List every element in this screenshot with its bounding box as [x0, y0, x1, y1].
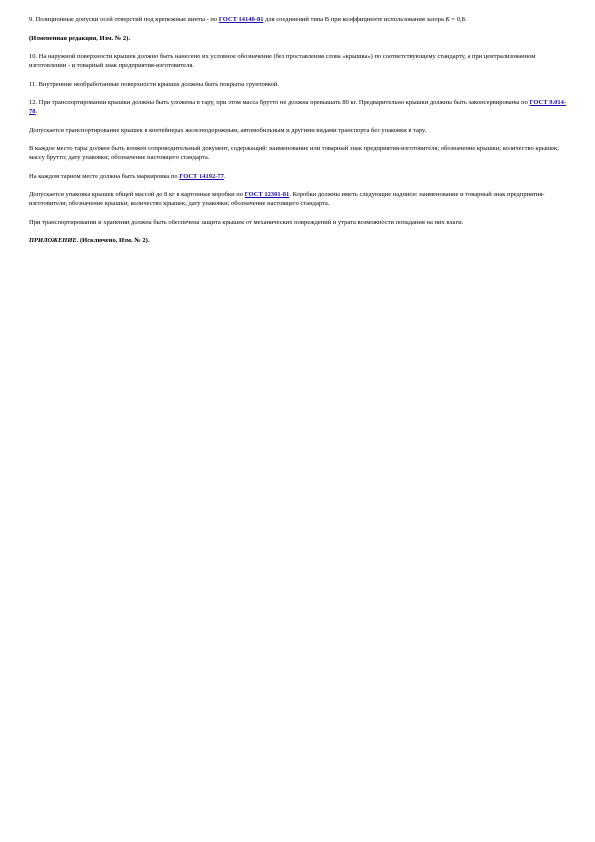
paragraph-text: Допускается упаковка крышек общей массой до 8 кг в картонные коробки по	[29, 191, 245, 198]
paragraph-text: ПРИЛОЖЕНИЕ	[29, 237, 77, 244]
paragraph-9	[29, 190, 566, 208]
paragraph-8	[29, 172, 566, 181]
paragraph-10	[29, 218, 566, 227]
paragraph-text: 11. Внутренние необработанные поверхности крышек должны быть покрыты грунтовкой.	[29, 80, 279, 88]
paragraph-5	[29, 98, 566, 116]
paragraph-3	[29, 52, 566, 70]
paragraph-6	[29, 126, 566, 135]
gost-link[interactable]: ГОСТ 9.014-78	[29, 99, 567, 115]
paragraph-text: = 0,8.	[449, 16, 467, 23]
paragraph-text: В каждое место тары должен быть вложен сопроводительный документ, содержащий: наименование или товарный знак предприятия-изготовителя; обозначение крышки; количество крышек; массу брутто; дату упаковки; обозначение настоящего стандарта.	[29, 145, 559, 161]
paragraph-text: К	[445, 16, 450, 23]
paragraph-text: . (Исключено, Изм. № 2).	[76, 237, 150, 244]
paragraph-text: .	[223, 172, 226, 180]
paragraph-2	[29, 34, 566, 43]
paragraph-text: При транспортировании и хранении должна быть обеспечена защита крышек от механических повреждений и утрата возможности попадания на них влаги.	[29, 218, 464, 226]
gost-link[interactable]: ГОСТ 14192-77	[179, 172, 224, 180]
gost-link[interactable]: ГОСТ 12301-81	[244, 191, 290, 198]
paragraph-11	[29, 236, 566, 245]
paragraph-text: для соединений типа В при коэффициенте использования зазора	[263, 16, 446, 23]
paragraph-text: 10. На наружной поверхности крышек должно быть нанесено их условное обозначение (без проставления слова «крышка») по соответствующему стандарту, а при централизованном изготовлении - и товарный знак предприятия-изготовителя.	[29, 53, 536, 69]
gost-link[interactable]: ГОСТ 14140-81	[218, 16, 264, 23]
paragraph-4	[29, 80, 566, 89]
paragraph-text: .	[35, 108, 38, 115]
document-body	[29, 15, 566, 245]
paragraph-1	[29, 15, 566, 24]
paragraph-text: . Коробки должны иметь следующие надписи: наименование и товарный знак предприятия-изготовителя; обозначение крышки; количество крышек; дату упаковки; обозначение настоящего стандарта.	[29, 191, 545, 207]
paragraph-text: 12. При транспортировании крышки должны быть уложены в тару, при этом масса брутто не должна превышать 80 кг. Предварительно крышки должны быть законсервированы по	[29, 99, 530, 106]
paragraph-text: 9. Позиционные допуски осей отверстий под крепежные винты - по	[29, 16, 219, 23]
paragraph-text: (Измененная редакция, Изм. № 2).	[29, 34, 130, 42]
paragraph-7	[29, 144, 566, 162]
paragraph-text: Допускается транспортирование крышек в контейнерах железнодорожным, автомобильным и другими видами транспорта без упаковки в тару.	[29, 126, 427, 134]
paragraph-text: На каждом тарном месте должна быть маркировка по	[29, 172, 180, 180]
